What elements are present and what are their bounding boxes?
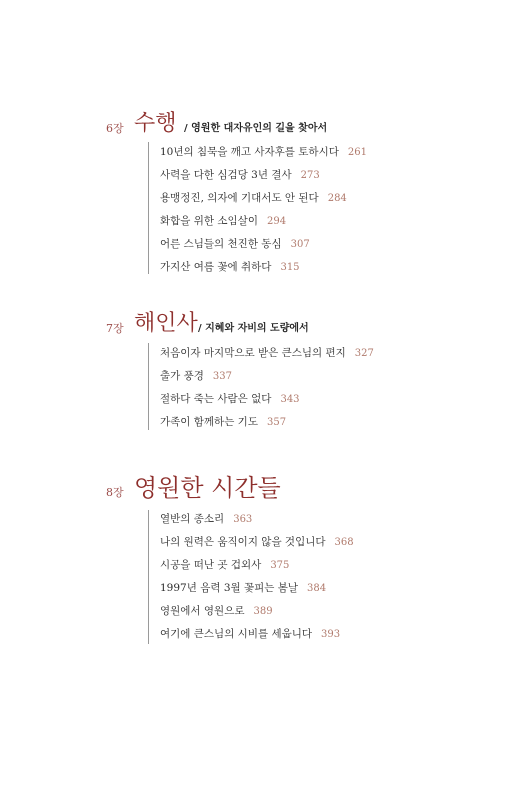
entry-page: 363 bbox=[233, 514, 253, 525]
chapter-divider-line bbox=[148, 142, 149, 274]
toc-entry[interactable] bbox=[160, 232, 310, 256]
toc-entry[interactable] bbox=[160, 599, 273, 623]
toc-entry[interactable] bbox=[160, 507, 252, 531]
toc-entry[interactable] bbox=[160, 341, 374, 365]
entry-page: 343 bbox=[280, 394, 300, 405]
entry-title: 나의 원력은 움직이지 않을 것입니다 bbox=[160, 536, 326, 548]
entry-title: 10년의 침묵을 깨고 사자후를 토하시다 bbox=[160, 146, 339, 158]
entry-title: 처음이자 마지막으로 받은 큰스님의 편지 bbox=[160, 347, 346, 359]
chapter-number: 7장 bbox=[106, 322, 124, 335]
entry-title: 여기에 큰스님의 시비를 세웁니다 bbox=[160, 628, 313, 640]
entry-page: 389 bbox=[253, 606, 273, 617]
entry-title: 출가 풍경 bbox=[160, 370, 204, 382]
chapter-number: 6장 bbox=[106, 122, 124, 135]
entry-title: 어른 스님들의 천진한 동심 bbox=[160, 238, 282, 250]
entry-page: 327 bbox=[354, 348, 374, 359]
entry-title: 열반의 종소리 bbox=[160, 513, 225, 525]
chapter-subtitle: / 지혜와 자비의 도량에서 bbox=[198, 323, 309, 334]
toc-entry[interactable] bbox=[160, 364, 232, 388]
toc-entry[interactable] bbox=[160, 576, 326, 600]
entry-title: 1997년 음력 3월 꽃피는 봄날 bbox=[160, 582, 299, 594]
entry-title: 절하다 죽는 사람은 없다 bbox=[160, 393, 272, 405]
toc-entry[interactable] bbox=[160, 410, 286, 434]
toc-entry[interactable] bbox=[160, 387, 300, 411]
toc-entry[interactable] bbox=[160, 140, 367, 164]
chapter-number: 8장 bbox=[106, 486, 124, 499]
entry-page: 384 bbox=[307, 583, 327, 594]
entry-page: 315 bbox=[280, 262, 300, 273]
entry-page: 307 bbox=[290, 239, 310, 250]
chapter-divider-line bbox=[148, 510, 149, 644]
entry-page: 357 bbox=[266, 417, 287, 428]
chapter-subtitle: / 영원한 대자유인의 길을 찾아서 bbox=[184, 123, 328, 134]
entry-title: 가지산 여름 꽃에 취하다 bbox=[160, 261, 272, 273]
entry-page: 284 bbox=[327, 193, 347, 204]
chapter-divider-line bbox=[148, 343, 149, 430]
entry-page: 273 bbox=[300, 170, 320, 181]
entry-page: 337 bbox=[212, 371, 233, 382]
entry-title: 영원에서 영원으로 bbox=[160, 605, 245, 617]
toc-entry[interactable] bbox=[160, 553, 289, 577]
entry-page: 393 bbox=[321, 629, 341, 640]
entry-page: 261 bbox=[347, 147, 367, 158]
toc-entry[interactable] bbox=[160, 163, 320, 187]
entry-title: 시공을 떠난 곳 겁외사 bbox=[160, 559, 262, 571]
chapter-title: 영원한 시간들 bbox=[134, 474, 281, 502]
entry-page: 294 bbox=[266, 216, 287, 227]
chapter-title: 수행 bbox=[134, 111, 177, 136]
entry-title: 화합을 위한 소임살이 bbox=[160, 215, 258, 227]
entry-page: 375 bbox=[270, 560, 290, 571]
toc-entry[interactable] bbox=[160, 209, 286, 233]
entry-title: 가족이 함께하는 기도 bbox=[160, 416, 258, 428]
toc-entry[interactable] bbox=[160, 622, 340, 646]
entry-title: 사력을 다한 심검당 3년 결사 bbox=[160, 169, 292, 181]
chapter-title: 해인사 bbox=[134, 311, 198, 336]
toc-entry[interactable] bbox=[160, 186, 347, 210]
entry-page: 368 bbox=[334, 537, 354, 548]
toc-entry[interactable] bbox=[160, 255, 300, 279]
entry-title: 용맹정진, 의자에 기대서도 안 된다 bbox=[160, 192, 319, 204]
toc-entry[interactable] bbox=[160, 530, 354, 554]
